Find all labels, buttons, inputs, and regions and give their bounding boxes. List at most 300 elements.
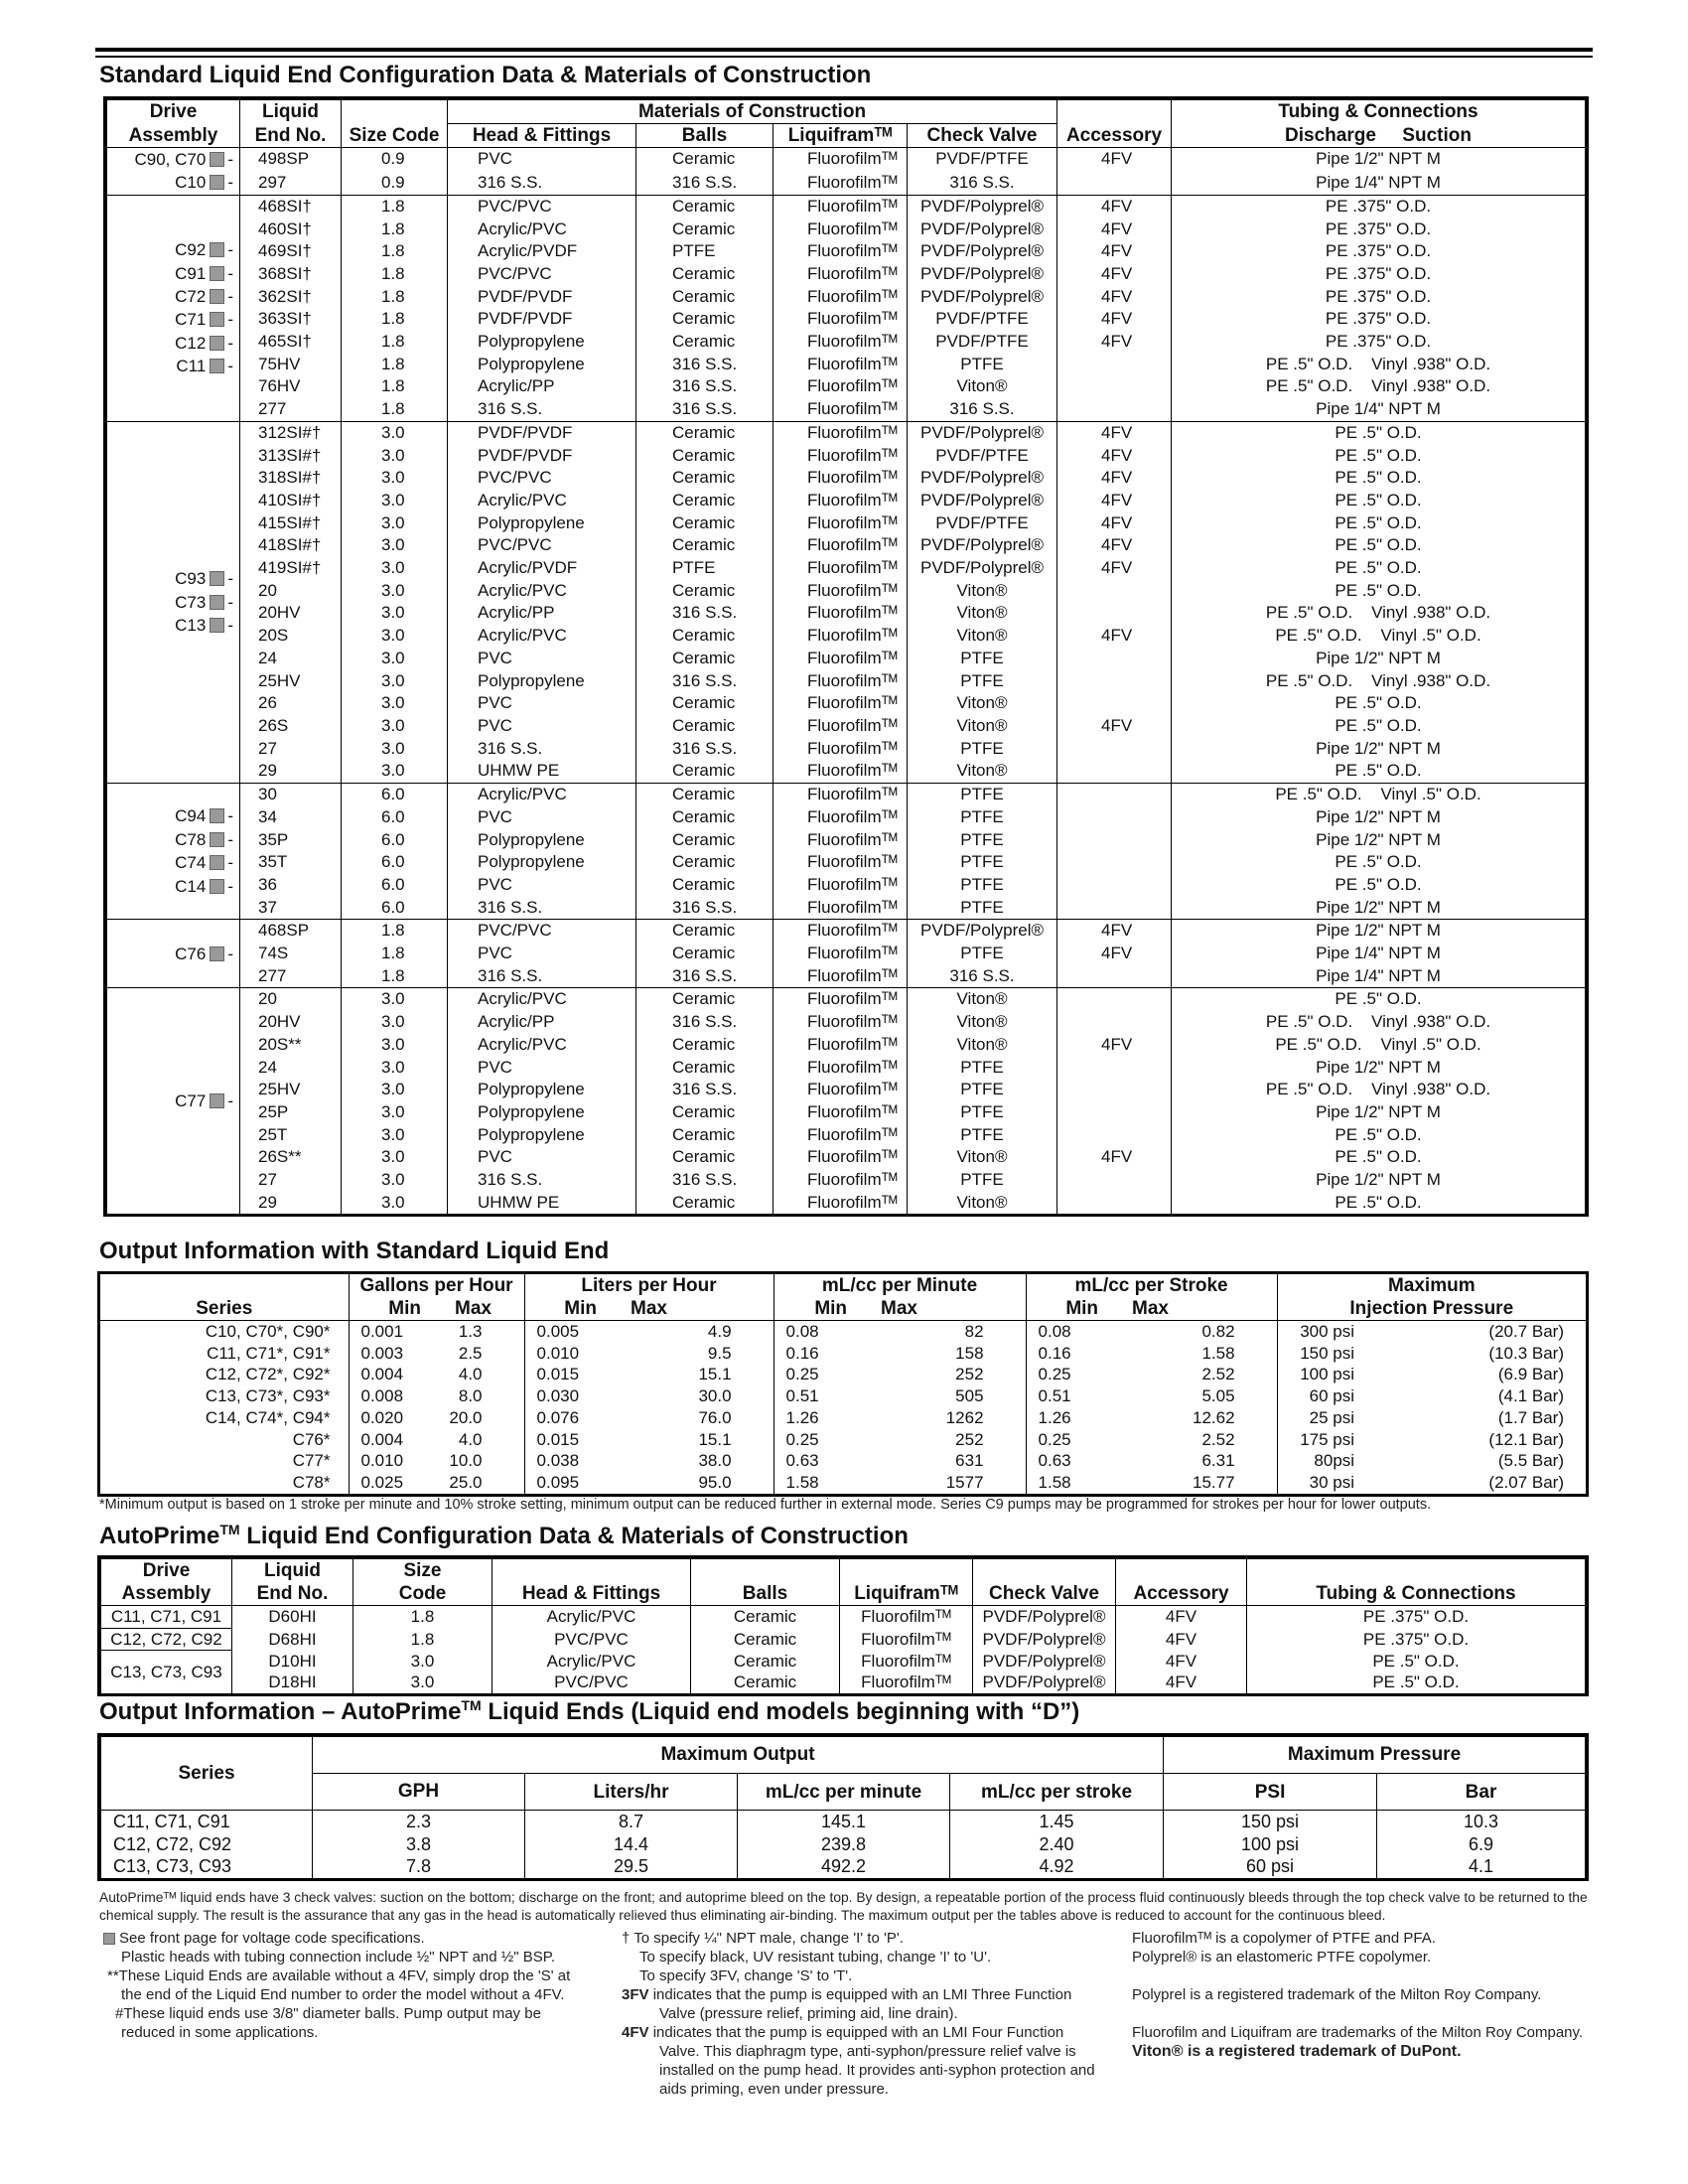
autoprime-output-table: Series Maximum Output Maximum Pressure GPH Liters/hr mL/cc per minute mL/cc per stroke PSI Bar C11, C71, C91 2.3 8.7 145.1 1.45 150 psi 10.3 C12, C72, C92 3.8 14.4 239.8 2.40 100 psi 6.9 C13, C73, C93 7.8 29.5 492.2 4.92 60 psi 4.1 [97,1733,1589,1881]
table-cell: PE .5" O.D. [1172,1192,1586,1215]
table-cell: 3.0 [342,1101,448,1124]
table-row [107,851,1586,874]
table-cell: 0.025 [349,1472,425,1494]
table-cell: 3.8 [313,1833,525,1856]
table-cell: 316 S.S. [636,1011,774,1034]
table-cell: Polypropylene [448,1124,636,1147]
table-cell: (2.07 Bar) [1488,1472,1564,1492]
table-cell: Viton® [908,760,1057,783]
table-cell: 1.8 [353,1606,492,1629]
table-cell: Ceramic [636,625,774,648]
table-row [107,218,1586,241]
table-cell: 150 psi [1164,1811,1377,1833]
table-cell: 362SI† [240,286,342,309]
table-cell: 1.8 [353,1628,492,1651]
table-cell: 0.9 [342,148,448,172]
table-cell: Polypropylene [448,354,636,376]
table-cell: 2.3 [313,1811,525,1833]
table-cell: 75HV [240,354,342,376]
table-cell: Fluorofilmᵀᴹ [774,512,908,535]
table-row [107,874,1586,897]
table-cell: PTFE [908,354,1057,376]
table-cell: 4.0 [458,1365,483,1384]
table-cell: 26S** [240,1146,342,1169]
drive-label: C71 [175,310,207,330]
table-cell: PTFE [908,1124,1057,1147]
table-cell: Pipe 1/2" NPT M [1172,648,1586,670]
table-cell: PVC [448,1057,636,1080]
table-cell: Ceramic [636,692,774,715]
drive-label: C73 [175,592,207,612]
table-cell: 4FV [1116,1651,1247,1673]
table-cell: Fluorofilmᵀᴹ [774,1011,908,1034]
table-cell: Ceramic [636,874,774,897]
table-cell: 76HV [240,375,342,398]
table-cell: 3.0 [342,534,448,557]
table-cell: Polypropylene [448,670,636,693]
table-row [107,240,1586,263]
table-cell: Ceramic [636,648,774,670]
table-cell: Fluorofilmᵀᴹ [774,534,908,557]
table-cell: 1.8 [342,398,448,421]
hdr-max: Maximum [1277,1274,1586,1297]
hdr-head: Head & Fittings [448,124,636,148]
hdr-ml-stroke: mL/cc per Stroke [1026,1274,1277,1297]
table-cell: PVDF/Polyprel® [908,467,1057,490]
table-cell: 37 [240,897,342,920]
table-cell: 3.0 [342,421,448,444]
table-row [101,1833,1586,1856]
table-cell: 4FV [1057,512,1172,535]
table-cell: PE .5" O.D. Vinyl .5" O.D. [1172,625,1586,648]
table-cell: Ceramic [636,580,774,603]
table-row [107,1057,1586,1080]
table-cell: PTFE [908,1057,1057,1080]
table-cell: 8.7 [525,1811,738,1833]
table-cell: Fluorofilmᵀᴹ [774,1101,908,1124]
table-row [107,920,1586,943]
table-row [101,1651,1586,1673]
table-cell: Fluorofilmᵀᴹ [774,760,908,783]
autoprime-config-table: Drive Liquid Size Assembly End No. Code Head & Fittings Balls Liquiframᵀᴹ Check Valve Accessory Tubing & Connections C11, C71, C91 D60HI 1.8 Acrylic/PVC Ceramic Fluorofilmᵀᴹ PVDF/Polyprel® 4FV PE .375" O.D. C12, C72, C92 D68HI 1.8 PVC/PVC Ceramic Fluorofilmᵀᴹ PVDF/Polyprel® 4FV PE .375" O.D. C13, C73, C93 D10HI 3.0 Acrylic/PVC Ceramic Fluorofilmᵀᴹ PVDF/Polyprel® 4FV PE .5" O.D. D18HI 3.0 PVC/PVC Ceramic Fluorofilmᵀᴹ PVDF/Polyprel® 4FV PE .5" O.D. [97,1555,1589,1696]
hdr-size: Size Code [342,124,448,148]
table-cell: 1.45 [950,1811,1164,1833]
table-cell: 252 [955,1429,984,1449]
table-cell: PTFE [908,738,1057,761]
table-cell: Fluorofilmᵀᴹ [774,943,908,965]
table-cell: 4FV [1057,467,1172,490]
table-cell: 24 [240,648,342,670]
table-cell: PVDF/PTFE [908,445,1057,468]
table-cell: 0.25 [774,1364,851,1385]
drive-label: C93 [175,569,207,589]
table-cell: 4.92 [950,1855,1164,1878]
table-cell: 3.0 [342,602,448,625]
table-cell: Ceramic [636,467,774,490]
table-cell: Fluorofilmᵀᴹ [840,1628,973,1651]
table-cell: PE .375" O.D. [1247,1628,1586,1651]
voltage-code-square-icon [210,175,224,190]
table-cell: (10.3 Bar) [1488,1343,1564,1363]
autoprime-note: AutoPrimeᵀᴹ liquid ends have 3 check valves: suction on the bottom; discharge on the front; and autoprime bleed on the top. By design, a repeatable portion of the process fluid continuously bleeds through the top check valve to be returned to the chemical supply. The result is the assurance that any gas in the head is automatically relieved thus eliminating air-binding. The maximum output per the tables above is reduced to account for the continuous bleed. [99,1890,1588,1923]
table-cell: 1262 [945,1407,984,1427]
table-cell: 419SI#† [240,557,342,580]
table-cell: Ceramic [636,421,774,444]
table-cell: 20 [240,988,342,1011]
table-cell: 316 S.S. [636,738,774,761]
table-cell: PVDF/Polyprel® [973,1606,1116,1629]
table-cell: 150 psi [1277,1343,1356,1365]
table-cell [1057,1169,1172,1192]
drive-label: C74 [175,853,207,873]
table-cell: Ceramic [636,1192,774,1215]
table-cell: 76.0 [698,1407,732,1427]
table-cell: 6.0 [342,851,448,874]
table-cell: 2.52 [1201,1365,1235,1384]
table-cell: Fluorofilmᵀᴹ [774,445,908,468]
table-cell: 316 S.S. [636,171,774,195]
table-cell: 1.8 [342,263,448,286]
table-cell: Viton® [908,375,1057,398]
table-cell: PVC/PVC [448,534,636,557]
table-cell: 0.51 [774,1385,851,1407]
table-cell: Pipe 1/2" NPT M [1172,738,1586,761]
table-cell: Fluorofilmᵀᴹ [774,1124,908,1147]
table-cell: (1.7 Bar) [1497,1407,1564,1427]
table-cell: 3.0 [342,1057,448,1080]
table-cell: 4FV [1057,625,1172,648]
table-row [100,1385,1586,1407]
table-cell: 318SI#† [240,467,342,490]
table-cell: PVDF/PTFE [908,331,1057,354]
drive-label: C12 [175,333,207,353]
table-row [100,1364,1586,1385]
table-cell: PVDF/PTFE [908,148,1057,172]
table-cell: 1577 [945,1472,984,1492]
table-cell: PVDF/Polyprel® [908,263,1057,286]
table-cell: Pipe 1/2" NPT M [1172,897,1586,920]
table-cell: PE .375" O.D. [1172,308,1586,331]
table-row [107,760,1586,783]
table-row [100,1472,1586,1494]
table-row [107,715,1586,738]
table-cell: PE .5" O.D. [1172,988,1586,1011]
table-cell: (20.7 Bar) [1356,1321,1586,1343]
table-row [107,988,1586,1011]
table-cell: Pipe 1/4" NPT M [1172,965,1586,988]
table-cell: PE .375" O.D. [1172,218,1586,241]
voltage-code-square-icon [210,571,224,586]
table-cell: 6.0 [342,784,448,806]
table-cell: 74S [240,943,342,965]
voltage-code-square-icon [210,289,224,304]
table-cell: PTFE [908,897,1057,920]
table-cell: 4FV [1057,286,1172,309]
table-cell: 316 S.S. [448,1169,636,1192]
table-cell: 4FV [1116,1606,1247,1629]
table-cell: PVC [448,943,636,965]
table-cell: UHMW PE [448,1192,636,1215]
table-cell: Fluorofilmᵀᴹ [774,398,908,421]
table-cell: Ceramic [636,148,774,172]
table-cell: Fluorofilmᵀᴹ [774,218,908,241]
table-cell: 175 psi [1277,1429,1356,1451]
table-cell: 0.010 [349,1450,425,1472]
table-cell: 0.16 [1026,1343,1102,1365]
table-cell: D60HI [232,1606,353,1629]
table-cell: 0.003 [349,1343,425,1365]
table-cell: D68HI [232,1628,353,1651]
table-cell: Fluorofilmᵀᴹ [774,1146,908,1169]
table-cell: Fluorofilmᵀᴹ [774,375,908,398]
table-cell: Acrylic/PVC [448,784,636,806]
table-cell: 10.3 [1377,1811,1586,1833]
table-cell: 312SI#† [240,421,342,444]
drive-label: C90, C70 [134,150,207,169]
table-cell: 4.1 [1377,1855,1586,1878]
table-row [101,1855,1586,1878]
table-row [107,897,1586,920]
table-cell: 4FV [1116,1628,1247,1651]
table-row [107,1011,1586,1034]
table-cell: Polypropylene [448,512,636,535]
table-cell: 3.0 [342,467,448,490]
table-cell: PTFE [908,670,1057,693]
table-row [107,421,1586,444]
table-row [100,1343,1586,1365]
table-cell: 1.8 [342,375,448,398]
table-cell: Fluorofilmᵀᴹ [840,1672,973,1693]
table-cell: 24 [240,1057,342,1080]
table-cell [1057,738,1172,761]
table-cell: Fluorofilmᵀᴹ [774,195,908,218]
table-cell: PTFE [908,874,1057,897]
table-row [107,648,1586,670]
table-cell: 0.020 [349,1407,425,1429]
table-cell: Ceramic [636,1101,774,1124]
table-cell: 4FV [1057,421,1172,444]
table-cell: Fluorofilmᵀᴹ [774,1192,908,1215]
table-cell: 505 [955,1386,984,1406]
table-cell: Fluorofilmᵀᴹ [774,263,908,286]
voltage-code-square-icon [210,832,224,847]
table-cell: Pipe 1/4" NPT M [1172,943,1586,965]
top-rule-thin [95,56,1593,58]
table-cell: 1.8 [342,286,448,309]
table-cell [1057,988,1172,1011]
table-cell: 316 S.S. [636,670,774,693]
table-cell [1057,806,1172,829]
table-cell: 1.58 [1201,1343,1235,1363]
table-row [107,195,1586,218]
drive-assembly-cell: C77 - [107,988,240,1215]
table-cell: 145.1 [738,1811,950,1833]
table-cell: 14.4 [525,1833,738,1856]
table-cell: 4FV [1057,240,1172,263]
table-row [107,512,1586,535]
table-cell: 4FV [1057,534,1172,557]
table-cell: Acrylic/PP [448,602,636,625]
table-cell: Fluorofilmᵀᴹ [774,1057,908,1080]
table-cell: 4FV [1057,263,1172,286]
output-footnote: *Minimum output is based on 1 stroke per minute and 10% stroke setting, minimum output can be reduced further in external mode. Series C9 pumps may be programmed for strokes per hour for lower outputs. [99,1497,1432,1513]
hdr-lph: Liters per Hour [524,1274,774,1297]
table-cell: Acrylic/PVC [448,1034,636,1057]
section2-title: Output Information with Standard Liquid End [99,1238,610,1264]
table-cell: PE .375" O.D. [1172,195,1586,218]
table-cell: 4FV [1057,490,1172,512]
table-cell: PE .5" O.D. [1172,1146,1586,1169]
table-cell: Viton® [908,715,1057,738]
table-cell: Fluorofilmᵀᴹ [774,715,908,738]
table-cell: Fluorofilmᵀᴹ [774,1169,908,1192]
hdr-check-valve: Check Valve [908,124,1057,148]
table-cell: 0.004 [349,1364,425,1385]
table-cell: PVDF/PVDF [448,286,636,309]
table-cell: Ceramic [636,988,774,1011]
table-cell: PVDF/Polyprel® [908,195,1057,218]
table-cell: Viton® [908,988,1057,1011]
table-cell: C11, C71*, C91* [207,1343,331,1363]
table-cell: Fluorofilmᵀᴹ [774,1079,908,1101]
table-cell: 3.0 [342,738,448,761]
table-cell: PVC [448,692,636,715]
table-cell: 316 S.S. [636,1169,774,1192]
table-cell: 277 [240,965,342,988]
table-cell: PVC [448,806,636,829]
table-cell: Fluorofilmᵀᴹ [774,331,908,354]
hdr-series: Series [196,1298,253,1319]
drive-label: C72 [175,286,207,306]
table-cell: 25HV [240,1079,342,1101]
table-cell: 1.3 [425,1321,524,1343]
table-cell: 34 [240,806,342,829]
table-cell: 158 [955,1343,984,1363]
voltage-code-square-icon [210,855,224,870]
table-cell: Acrylic/PVC [448,490,636,512]
table-cell: 316 S.S. [448,171,636,195]
table-cell: PTFE [908,648,1057,670]
table-cell [1057,692,1172,715]
table-cell: PVDF/PTFE [908,308,1057,331]
table-cell: PVDF/Polyprel® [908,557,1057,580]
table-cell: Ceramic [691,1672,840,1693]
table-cell: Ceramic [691,1628,840,1651]
table-cell: 2.52 [1201,1429,1235,1449]
table-cell: 4FV [1057,1034,1172,1057]
voltage-code-square-icon [210,152,224,167]
table-cell: Fluorofilmᵀᴹ [774,829,908,852]
footnotes-col1: See front page for voltage code specifications. Plastic heads with tubing connection include ½" NPT and ½" BSP. **These Liquid Ends are available without a 4FV, simply drop the 'S' at the end of the Liquid End number to order the model without a 4FV. #These liquid ends use 3/8" diameter balls. Pump output may be reduced in some applications. [103,1929,620,2042]
table-cell: 0.25 [774,1429,851,1451]
table-cell: Ceramic [636,331,774,354]
table-cell: Acrylic/PVC [492,1651,691,1673]
table-cell: C13, C73, C93 [101,1651,232,1693]
drive-label: C77 [175,1092,207,1111]
table-cell: 15.1 [698,1429,732,1449]
table-cell: 3.0 [353,1672,492,1693]
table-cell: 95.0 [698,1472,732,1492]
voltage-code-square-icon [210,336,224,351]
table-cell: 1.8 [342,920,448,943]
table-cell: PVDF/Polyprel® [973,1651,1116,1673]
table-cell: 300 psi [1277,1321,1356,1343]
table-row [107,1101,1586,1124]
voltage-code-square-icon [210,595,224,610]
table-cell: Ceramic [636,920,774,943]
table-row [107,286,1586,309]
table-cell: 4FV [1057,218,1172,241]
hdr-liquifram: Liquiframᵀᴹ [774,124,908,148]
table-cell: 0.010 [524,1343,601,1365]
table-cell: (5.5 Bar) [1497,1451,1564,1471]
hdr-ml-min: mL/cc per Minute [774,1274,1026,1297]
table-row [101,1628,1586,1651]
table-cell: PVDF/PTFE [908,512,1057,535]
table-cell: 25.0 [449,1472,483,1492]
table-cell: 4.0 [458,1429,483,1449]
table-cell: Fluorofilmᵀᴹ [774,648,908,670]
table-cell: Polypropylene [448,331,636,354]
table-cell: 316 S.S. [448,398,636,421]
table-cell: 4FV [1116,1672,1247,1693]
table-cell: 20.0 [449,1407,483,1427]
table-cell: PVDF/PVDF [448,421,636,444]
table-cell: Fluorofilmᵀᴹ [774,965,908,988]
table-cell: 25HV [240,670,342,693]
table-cell: 26S [240,715,342,738]
table-cell: Ceramic [636,1034,774,1057]
table-cell: Ceramic [636,829,774,852]
table-cell: 0.82 [1102,1321,1277,1343]
table-cell: Ceramic [636,286,774,309]
table-cell: Fluorofilmᵀᴹ [774,851,908,874]
table-cell: Fluorofilmᵀᴹ [774,308,908,331]
table-cell: PE .5" O.D. Vinyl .938" O.D. [1172,354,1586,376]
table-cell: C14, C74*, C94* [205,1407,331,1427]
table-cell [1057,602,1172,625]
table-cell: Ceramic [636,512,774,535]
table-cell: Fluorofilmᵀᴹ [774,354,908,376]
table-cell: PVC [448,148,636,172]
table-cell: 29 [240,1192,342,1215]
table-cell: 20HV [240,602,342,625]
table-cell: PTFE [908,943,1057,965]
table-cell: C13, C73*, C93* [205,1386,331,1406]
output-table: Gallons per Hour Liters per Hour mL/cc per Minute mL/cc per Stroke Maximum Series Min Max Min Max Min Max Min Max Injection Pressure C10, C70*, C90* 0.001 1.3 0.005 4.9 0.08 82 0.08 0.82 300 psi (20.7 Bar) C11, C71*, C91* 0.003 2.5 0.010 9.5 0.16 158 0.16 1.58 150 psi (10.3 Bar) C12, C72*, C92* 0.004 4.0 0.015 15.1 0.25 252 0.25 2.52 100 psi (6.9 Bar) C13, C73*, C93* 0.008 8.0 0.030 30.0 0.51 505 0.51 5.05 60 psi (4.1 Bar) C14, C74*, C94* 0.020 20.0 0.076 76.0 1.26 1262 1.26 12.62 25 psi (1.7 Bar) C76* 0.004 4.0 0.015 15.1 0.25 252 0.25 2.52 175 psi (12.1 Bar) C77* 0.010 10.0 0.038 38.0 0.63 631 0.63 6.31 80psi (5.5 Bar) C78* 0.025 25.0 0.095 95.0 1.58 1577 1.58 15.77 30 psi (2.07 Bar) [97,1271,1589,1497]
table-cell: Viton® [908,1146,1057,1169]
table-cell: Ceramic [636,943,774,965]
table-cell: 297 [240,171,342,195]
table-cell: Fluorofilmᵀᴹ [774,602,908,625]
table-row [107,398,1586,421]
table-cell: D18HI [232,1672,353,1693]
table-cell: PVDF/Polyprel® [973,1672,1116,1693]
voltage-code-square-icon [210,242,224,257]
table-cell: Fluorofilmᵀᴹ [774,240,908,263]
table-cell: PVDF/Polyprel® [908,490,1057,512]
table-cell: 631 [955,1451,984,1471]
table-cell: 0.25 [1026,1429,1102,1451]
table-cell: C11, C71, C91 [101,1811,313,1833]
table-row [101,1606,1586,1629]
table-cell: Fluorofilmᵀᴹ [774,670,908,693]
table-cell: PTFE [908,851,1057,874]
table-cell: 0.63 [774,1450,851,1472]
table-row [107,1034,1586,1057]
table-cell: Fluorofilmᵀᴹ [774,692,908,715]
table-row [107,806,1586,829]
